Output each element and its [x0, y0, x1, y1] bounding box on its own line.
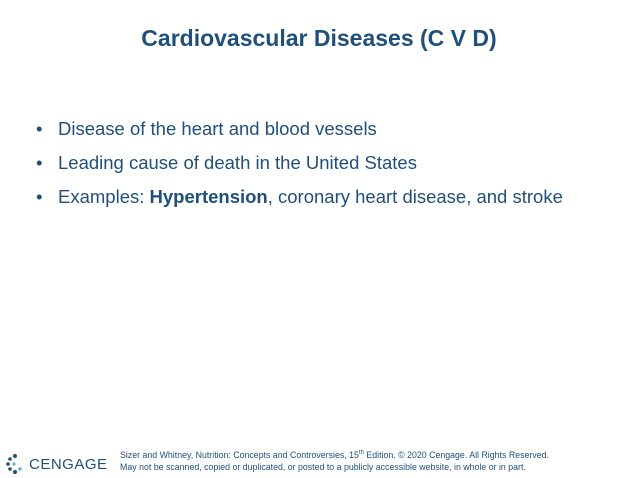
bullet-item: [34, 150, 594, 175]
cengage-logo-text: CENGAGE: [29, 455, 108, 473]
cengage-logo-icon: [6, 453, 24, 475]
bullet-text-bold: Hypertension: [149, 186, 268, 207]
bullet-dot: •: [36, 152, 43, 173]
bullet-text: Disease of the heart and blood vessels: [58, 118, 377, 139]
bullet-item: [34, 116, 594, 141]
copyright-footer: [120, 449, 630, 473]
bullet-text-prefix: Examples:: [58, 186, 150, 207]
bullet-dot: •: [36, 186, 43, 207]
bullet-text-suffix: , coronary heart disease, and stroke: [267, 186, 563, 207]
footer-line-1-end: Edition. © 2020 Cengage. All Rights Reserved.: [363, 450, 549, 460]
slide-title: Cardiovascular Diseases (C V D): [141, 25, 497, 51]
footer-line-1: [120, 449, 630, 461]
footer-line-1-start: Sizer and Whitney, Nutrition: Concepts and Controversies, 15: [120, 450, 359, 460]
footer-line-1-superscript: th: [358, 450, 364, 457]
bullet-item: [34, 184, 594, 209]
bullet-dot: •: [36, 118, 43, 139]
bullet-text: Leading cause of death in the United States: [58, 152, 417, 173]
cengage-logo: [6, 452, 108, 476]
bullet-list: [34, 116, 594, 218]
footer-line-2: May not be scanned, copied or duplicated, or posted to a publicly accessible website, in whole or in part.: [120, 462, 526, 472]
